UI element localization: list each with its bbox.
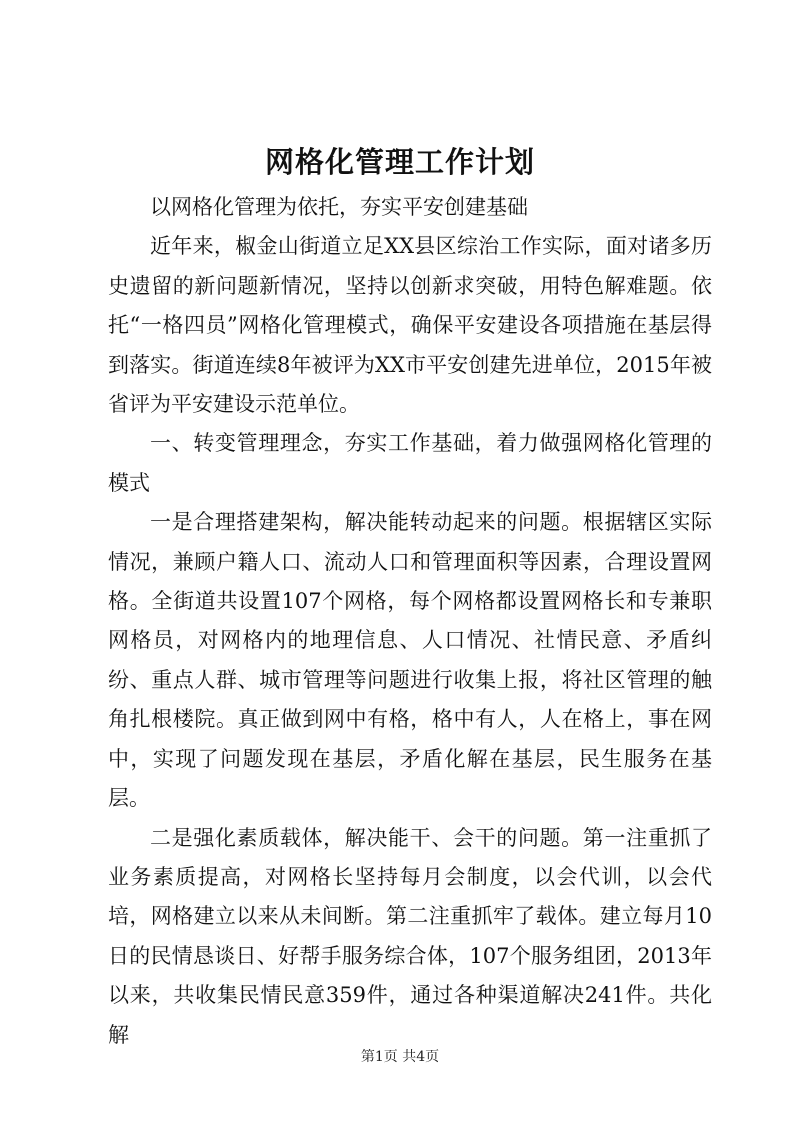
document-body [108,188,712,1055]
page-number-footer: 第1页 共4页 [360,1049,440,1065]
paragraph-section-heading: 一、转变管理理念，夯实工作基础，着力做强网格化管理的模式 [108,431,712,495]
paragraph-point-two: 二是强化素质载体，解决能干、会干的问题。第一注重抓了业务素质提高，对网格长坚持每月会制度，以会代训，以会代培，网格建立以来从未间断。第二注重抓牢了载体。建立每月10日的民情恳谈日、好帮手服务综合体，107个服务组团，2013年以来，共收集民情民意359件，通过各种渠道解决241件。共化解 [108,825,712,1047]
paragraph-subtitle: 以网格化管理为依托，夯实平安创建基础 [150,195,528,219]
paragraph-point-one: 一是合理搭建架构，解决能转动起来的问题。根据辖区实际情况，兼顾户籍人口、流动人口和管理面积等因素，合理设置网格。全街道共设置107个网格，每个网格都设置网格长和专兼职网格员，对网格内的地理信息、人口情况、社情民意、矛盾纠纷、重点人群、城市管理等问题进行收集上报，将社区管理的触角扎根楼院。真正做到网中有格，格中有人，人在格上，事在网中，实现了问题发现在基层，矛盾化解在基层，民生服务在基层。 [108,510,712,811]
document-title: 网格化管理工作计划 [264,145,535,179]
paragraph-intro: 近年来，椒金山街道立足XX县区综治工作实际，面对诸多历史遗留的新问题新情况，坚持以创新求突破，用特色解难题。依托“一格四员”网格化管理模式，确保平安建设各项措施在基层得到落实。街道连续8年被评为XX市平安创建先进单位，2015年被省评为平安建设示范单位。 [108,234,712,417]
